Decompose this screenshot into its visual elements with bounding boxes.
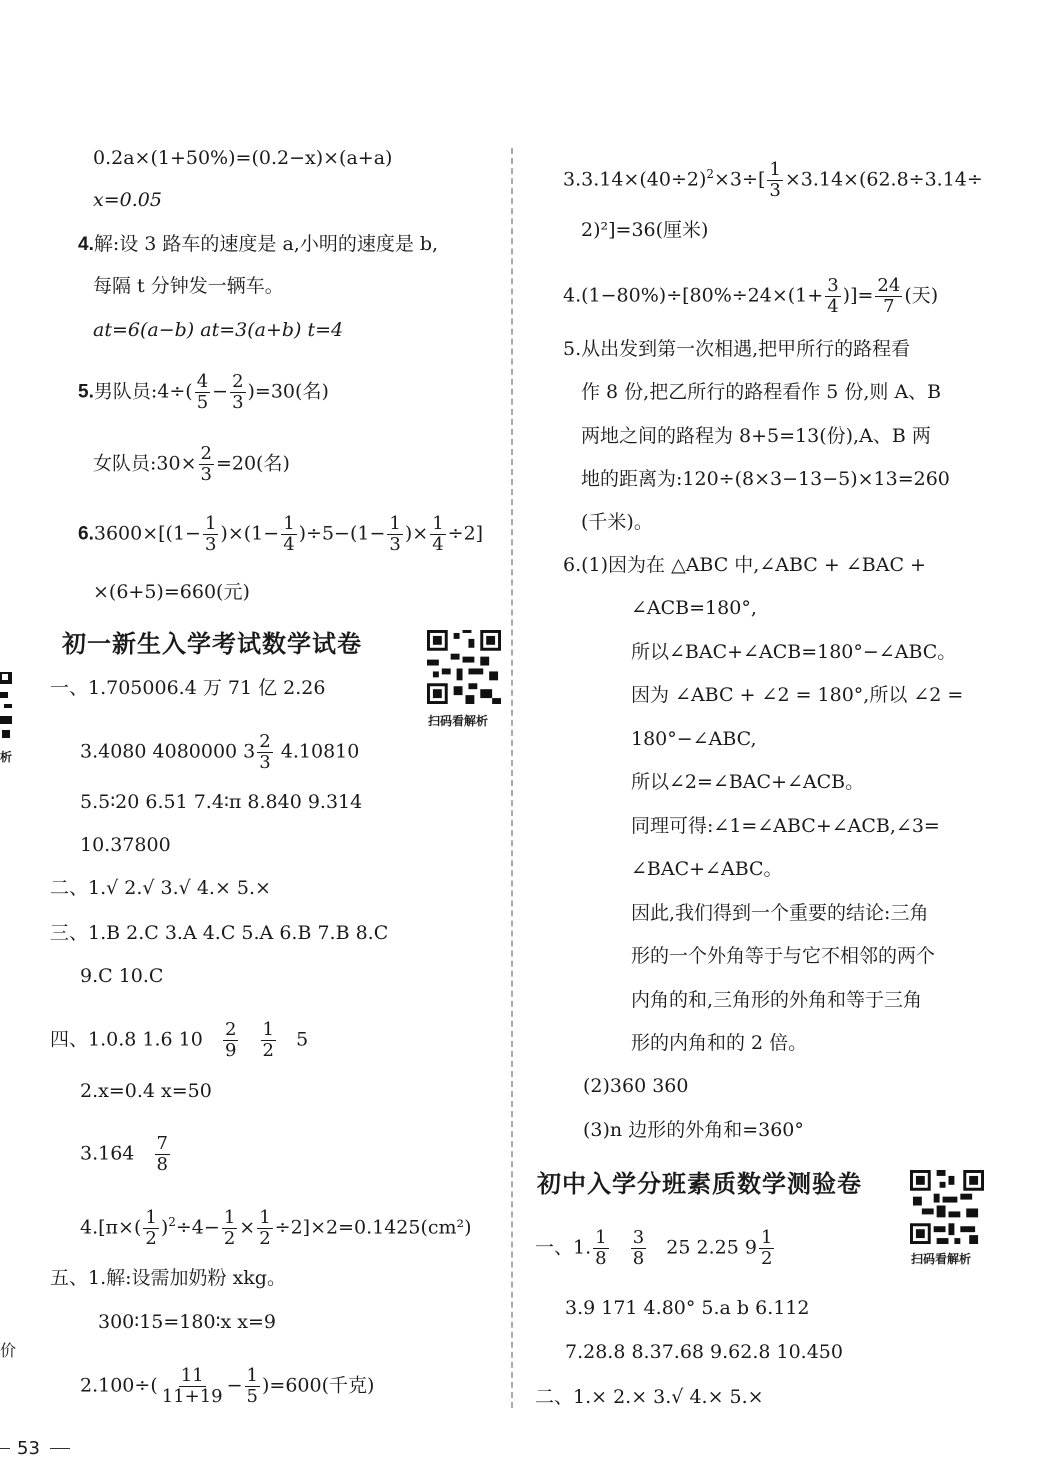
answer-line: 二、1.× 2.× 3.√ 4.× 5.×	[535, 1386, 764, 1408]
answer-line: 一、1.705006.4 万 71 亿 2.26	[50, 677, 326, 699]
qr-code-fragment-icon	[0, 672, 14, 742]
fraction: $\frac{1}{2}$	[262, 1019, 274, 1061]
text: 5	[296, 1028, 309, 1051]
qr-code-icon	[427, 630, 501, 704]
fraction: $\frac{1}{3}$	[769, 159, 781, 201]
r6-line: 内角的和,三角形的外角和等于三角	[631, 989, 923, 1011]
answer-line	[80, 1134, 172, 1175]
text: 3600×[(1−	[93, 522, 201, 545]
qr-code-icon[interactable]	[427, 630, 501, 704]
page-rule	[0, 1448, 10, 1449]
text: )×(1−	[220, 522, 280, 545]
fraction: $\frac{1}{3}$	[204, 513, 217, 555]
answer-line	[50, 1020, 308, 1061]
r6-line: ∠ACB=180°,	[631, 597, 757, 619]
fraction: $\frac{3}{4}$	[827, 275, 839, 317]
r5-line: 两地之间的路程为 8+5=13(份),A、B 两	[581, 425, 931, 447]
r5-line: 作 8 份,把乙所行的路程看作 5 份,则 A、B	[581, 381, 942, 403]
r6-line: ∠BAC+∠ABC。	[631, 858, 783, 880]
fraction: $\frac{1}{4}$	[283, 513, 295, 555]
q6-line	[78, 514, 483, 555]
r6-line: 6.(1)因为在 △ABC 中,∠ABC + ∠BAC +	[563, 554, 926, 576]
qr-code-icon[interactable]	[910, 1170, 984, 1244]
text: 2.100÷(	[80, 1374, 158, 1397]
answer-line: 9.C 10.C	[80, 965, 164, 987]
q4-line: at=6(a−b) at=3(a+b) t=4	[93, 319, 344, 341]
r5-line: 5.从出发到第一次相遇,把甲所行的路程看	[563, 338, 911, 360]
text: )=30(名)	[247, 380, 329, 403]
text: 一、1.	[535, 1236, 592, 1259]
fraction: $\frac{3}{8}$	[632, 1227, 645, 1269]
text: 男队员:4÷(	[93, 380, 193, 403]
qr-code-icon	[910, 1170, 984, 1244]
column-divider	[511, 148, 513, 1408]
text: 4.10810	[280, 740, 360, 763]
fraction: $\frac{4}{5}$	[196, 371, 209, 413]
fraction: $\frac{1}{2}$	[760, 1227, 773, 1269]
answer-line: 300∶15=180∶x x=9	[98, 1311, 276, 1333]
r6-line: (3)n 边形的外角和=360°	[583, 1119, 804, 1141]
q4-line: 每隔 t 分钟发一辆车。	[93, 275, 284, 297]
r6-line: 180°−∠ABC,	[631, 728, 757, 750]
fraction: $\frac{1}{3}$	[389, 513, 401, 555]
answer-line	[80, 1208, 472, 1249]
fraction: $\frac{11}{11+19}$	[161, 1365, 223, 1407]
fraction: $\frac{1}{4}$	[432, 513, 444, 555]
r6-line: 形的一个外角等于与它不相邻的两个	[631, 945, 936, 967]
text: ÷2]	[447, 522, 484, 545]
r6-line: 因此,我们得到一个重要的结论:三角	[631, 902, 929, 924]
text: ÷2]×2=0.1425(cm²)	[274, 1216, 472, 1239]
q4-line	[78, 232, 438, 257]
text: −	[226, 1374, 243, 1397]
text: 四、1.0.8 1.6 10	[50, 1028, 203, 1051]
answer-line	[80, 1366, 374, 1407]
q6-line: ×(6+5)=660(元)	[93, 581, 250, 603]
page-number: 53	[17, 1438, 40, 1459]
edge-char: 价	[0, 1341, 17, 1360]
text: 4.[π×(	[80, 1216, 142, 1239]
answer-line: 3.9 171 4.80° 5.a b 6.112	[565, 1297, 810, 1319]
answer-line	[535, 1228, 776, 1269]
text: ×	[239, 1216, 256, 1239]
q4-text: 解:设 3 路车的速度是 a,小明的速度是 b,	[93, 233, 439, 255]
fraction: $\frac{2}{3}$	[259, 731, 271, 773]
answer-line: 2.x=0.4 x=50	[80, 1080, 212, 1102]
q-num: 6.	[78, 523, 94, 545]
answer-line: 7.28.8 8.37.68 9.62.8 10.450	[565, 1341, 843, 1363]
text: )×	[404, 522, 429, 545]
fraction: $\frac{1}{5}$	[246, 1365, 258, 1407]
r5-line: (千米)。	[581, 511, 653, 533]
fraction: $\frac{2}{3}$	[200, 443, 212, 485]
qr-caption: 扫码看解析	[428, 714, 489, 728]
fraction: $\frac{1}{2}$	[145, 1207, 157, 1249]
q5-line	[93, 444, 290, 485]
text: =20(名)	[215, 452, 290, 475]
r6-line: 同理可得:∠1=∠ABC+∠ACB,∠3=	[631, 815, 940, 837]
section-heading: 初一新生入学考试数学试卷	[62, 630, 362, 658]
section-heading: 初中入学分班素质数学测验卷	[537, 1170, 862, 1198]
fraction: $\frac{24}{7}$	[877, 275, 901, 317]
fraction: $\frac{1}{2}$	[223, 1207, 236, 1249]
r4-line	[563, 276, 938, 317]
r5-line: 地的距离为:120÷(8×3−13−5)×13=260	[581, 468, 950, 490]
fraction: $\frac{1}{2}$	[259, 1207, 271, 1249]
text: )=600(千克)	[262, 1374, 375, 1397]
text: )	[160, 1216, 169, 1239]
r3-line	[563, 160, 983, 201]
r6-line: 所以∠BAC+∠ACB=180°−∠ABC。	[631, 641, 957, 663]
text: 女队员:30×	[93, 452, 197, 475]
answer-line: 5.5∶20 6.51 7.4∶π 8.840 9.314	[80, 791, 363, 813]
answer-line	[80, 732, 359, 773]
exponent: 2	[706, 167, 715, 182]
text: )÷5−(1−	[298, 522, 386, 545]
text: )]=	[842, 284, 874, 307]
fraction: $\frac{7}{8}$	[156, 1133, 168, 1175]
r3-line: 2)²]=36(厘米)	[581, 219, 709, 241]
r6-line: 因为 ∠ABC + ∠2 = 180°,所以 ∠2 =	[631, 684, 964, 706]
r6-line: 所以∠2=∠BAC+∠ACB。	[631, 771, 865, 793]
q5-line	[78, 372, 329, 413]
text: 4.(1−80%)÷[80%÷24×(1+	[563, 284, 824, 307]
qr-caption: 扫码看解析	[911, 1252, 972, 1266]
answer-line: 五、1.解:设需加奶粉 xkg。	[50, 1267, 286, 1289]
answer-line: 三、1.B 2.C 3.A 4.C 5.A 6.B 7.B 8.C	[50, 922, 389, 944]
fraction: $\frac{1}{8}$	[595, 1227, 607, 1269]
fraction: $\frac{2}{9}$	[224, 1019, 237, 1061]
r6-line: (2)360 360	[583, 1075, 689, 1097]
text: 3.3.14×(40÷2)	[563, 168, 707, 191]
page-rule	[50, 1448, 70, 1449]
text: −	[212, 380, 229, 403]
text: 3.164	[80, 1142, 135, 1165]
text: ×3÷[	[714, 168, 766, 191]
text: 3.4080 4080000 3	[80, 740, 256, 763]
exponent: 2	[168, 1215, 176, 1230]
fraction: $\frac{2}{3}$	[232, 371, 244, 413]
eq-line: x=0.05	[93, 189, 162, 211]
text: (天)	[904, 284, 939, 307]
text: ÷4−	[175, 1216, 220, 1239]
text: 25 2.25 9	[666, 1236, 757, 1259]
answer-line: 二、1.√ 2.√ 3.√ 4.× 5.×	[50, 877, 271, 899]
edge-caption: 析	[0, 750, 13, 764]
q-num: 5.	[78, 381, 94, 403]
q-num: 4.	[78, 234, 94, 255]
text: ×3.14×(62.8÷3.14÷	[784, 168, 983, 191]
answer-line: 10.37800	[80, 834, 171, 856]
eq-line: 0.2a×(1+50%)=(0.2−x)×(a+a)	[93, 147, 393, 169]
r6-line: 形的内角和的 2 倍。	[631, 1032, 808, 1054]
